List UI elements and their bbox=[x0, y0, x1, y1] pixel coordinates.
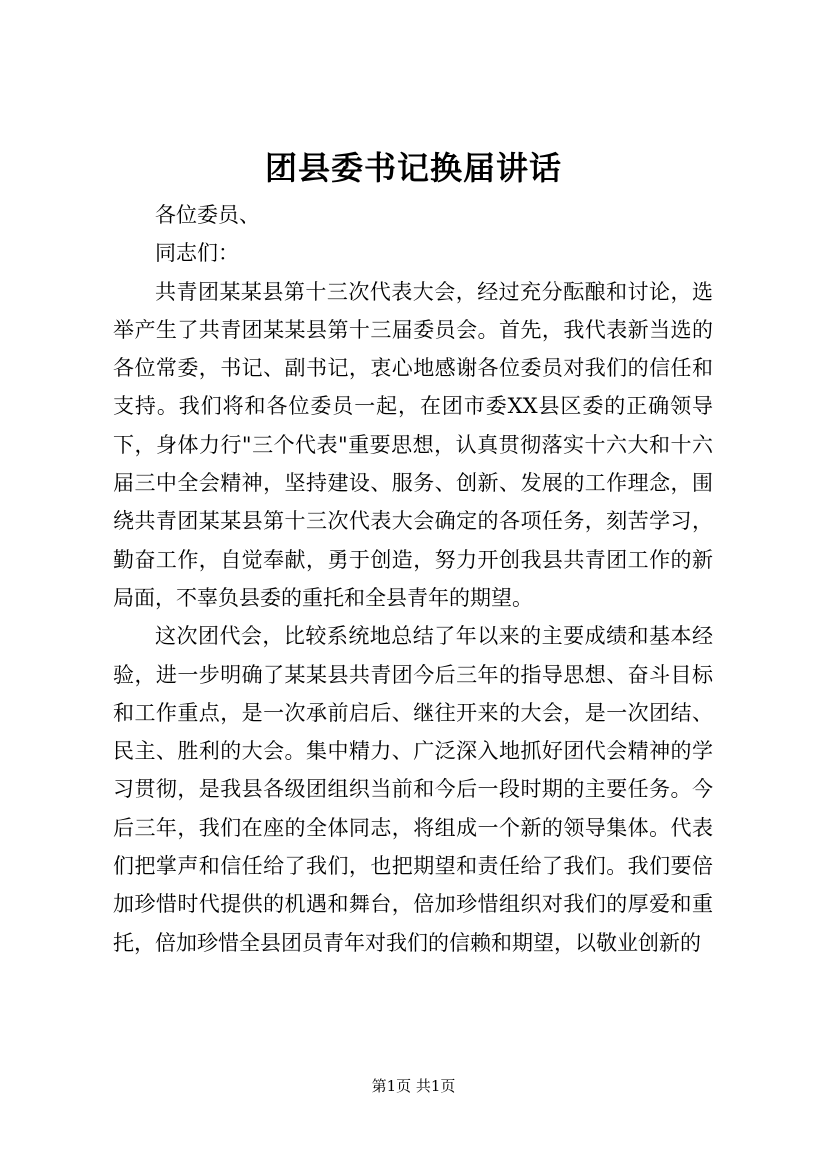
page-footer: 第1页 共1页 bbox=[371, 1077, 456, 1095]
salutation-comrades: 同志们： bbox=[155, 241, 239, 266]
paragraph-2: 这次团代会，比较系统地总结了年以来的主要成绩和基本经验，进一步明确了某某县共青团今后三年的指导思想、奋斗目标和工作重点，是一次承前启后、继往开来的大会，是一次团结、民主、胜利的大会。集中精力、广泛深入地抓好团代会精神的学习贯彻，是我县各级团组织当前和今后一段时期的主要任务。今后三年，我们在座的全体同志，将组成一个新的领导集体。代表们把掌声和信任给了我们，也把期望和责任给了我们。我们要倍加珍惜时代提供的机遇和舞台，倍加珍惜组织对我们的厚爱和重托，倍加珍惜全县团员青年对我们的信赖和期望，以敬业创新的 bbox=[113, 624, 713, 955]
paragraph-1: 共青团某某县第十三次代表大会，经过充分酝酿和讨论，选举产生了共青团某某县第十三届委员会。首先，我代表新当选的各位常委，书记、副书记，衷心地感谢各位委员对我们的信任和支持。我们将和各位委员一起，在团市委XX县区委的正确领导下，身体力行"三个代表"重要思想，认真贯彻落实十六大和十六届三中全会精神，坚持建设、服务、创新、发展的工作理念，围绕共青团某某县第十三次代表大会确定的各项任务，刻苦学习，勤奋工作，自觉奉献，勇于创造，努力开创我县共青团工作的新局面，不辜负县委的重托和全县青年的期望。 bbox=[113, 279, 713, 610]
salutation-committee-members: 各位委员、 bbox=[155, 203, 260, 227]
document-body bbox=[113, 196, 713, 962]
document-title: 团县委书记换届讲话 bbox=[264, 149, 562, 187]
